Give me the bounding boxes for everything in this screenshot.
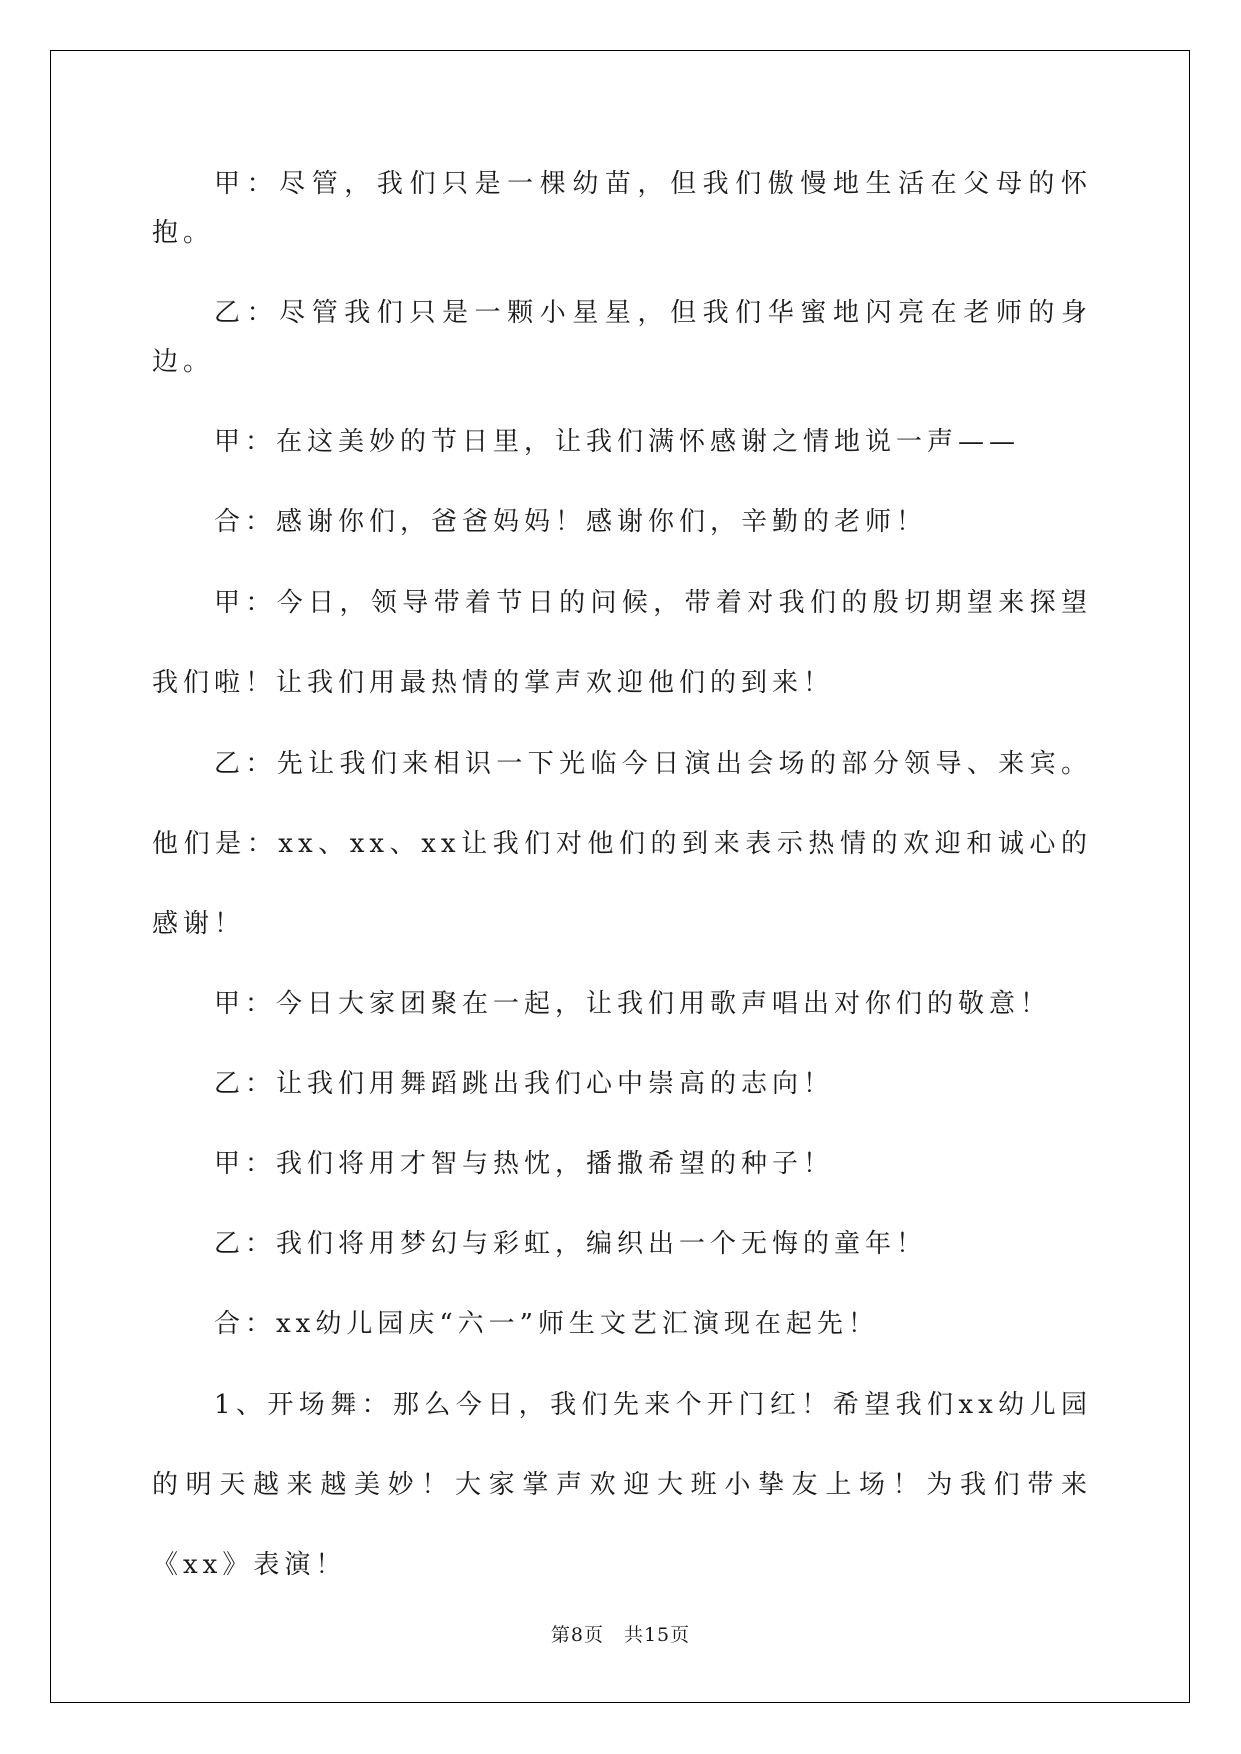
page-number: 第8页 <box>550 1624 604 1646</box>
paragraph: 甲：尽管，我们只是一棵幼苗，但我们傲慢地生活在父母的怀抱。 <box>152 169 1092 248</box>
page-total: 共15页 <box>623 1624 691 1646</box>
page-footer <box>0 1623 1241 1647</box>
paragraph: 甲：在这美妙的节日里，让我们满怀感谢之情地说一声—— <box>214 427 1021 457</box>
paragraph: 合：感谢你们，爸爸妈妈！感谢你们，辛勤的老师！ <box>214 507 928 537</box>
paragraph: 甲：今日，领导带着节日的问候，带着对我们的殷切期望来探望我们啦！让我们用最热情的掌声欢迎他们的到来！ <box>152 588 1092 698</box>
paragraph: 甲：今日大家团聚在一起，让我们用歌声唱出对你们的敬意！ <box>214 989 1052 1019</box>
paragraph: 甲：我们将用才智与热忱，播撒希望的种子！ <box>214 1149 835 1179</box>
paragraph: 乙：尽管我们只是一颗小星星，但我们华蜜地闪亮在老师的身边。 <box>152 298 1092 377</box>
document-body <box>152 160 1092 1621</box>
paragraph: 乙：让我们用舞蹈跳出我们心中崇高的志向！ <box>214 1069 835 1099</box>
paragraph: 合：xx幼儿园庆“六一”师生文艺汇演现在起先！ <box>214 1309 879 1339</box>
paragraph: 1、开场舞：那么今日，我们先来个开门红！希望我们xx幼儿园的明天越来越美妙！大家掌声欢迎大班小挚友上场！为我们带来《xx》表演！ <box>152 1390 1092 1580</box>
paragraph: 乙：先让我们来相识一下光临今日演出会场的部分领导、来宾。他们是：xx、xx、xx让我们对他们的到来表示热情的欢迎和诚心的感谢！ <box>152 749 1092 939</box>
paragraph: 乙：我们将用梦幻与彩虹，编织出一个无悔的童年！ <box>214 1229 928 1259</box>
